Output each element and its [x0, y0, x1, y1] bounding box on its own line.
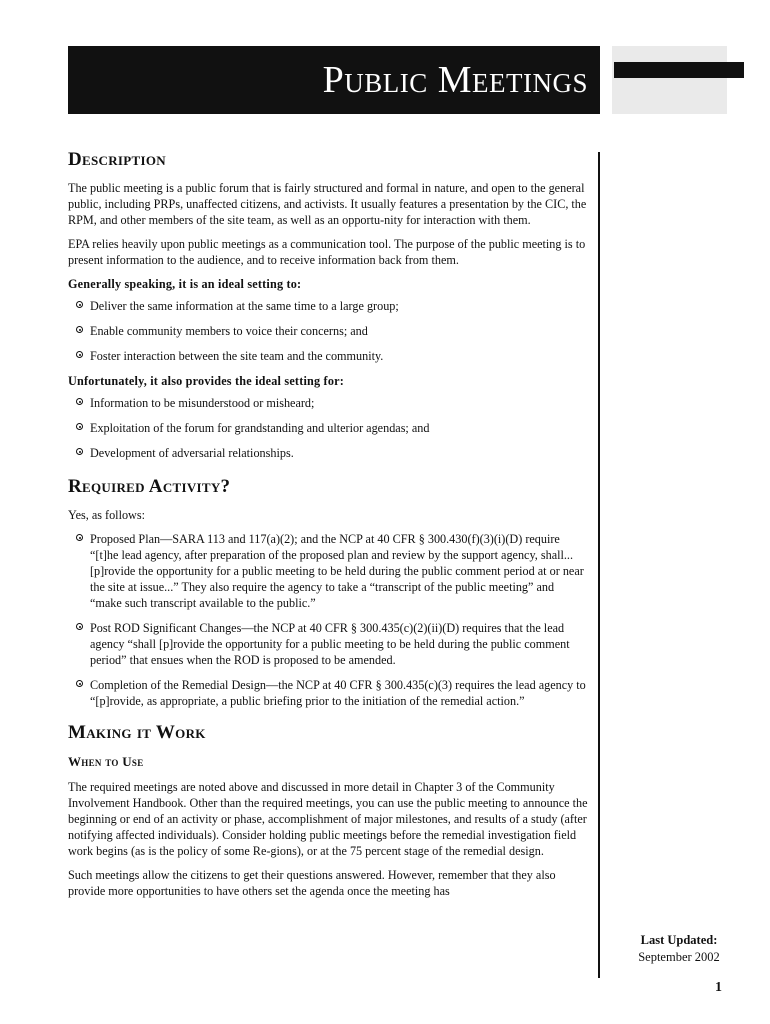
description-section: [68, 148, 588, 461]
bullet-icon: [76, 534, 83, 541]
list-item: [68, 395, 588, 411]
making-it-work-section: [68, 721, 588, 899]
bullet-icon: [76, 448, 83, 455]
bullet-icon: [76, 680, 83, 687]
required-activity-heading: Required Activity?: [68, 476, 231, 497]
bullet-icon: [76, 623, 83, 630]
list-item-text: Deliver the same information at the same time to a large group;: [90, 299, 399, 313]
when-to-use-heading: When to Use: [68, 754, 144, 769]
description-heading: Description: [68, 149, 166, 170]
list-item-text: Development of adversarial relationships.: [90, 446, 294, 460]
list-item: [68, 620, 588, 668]
ideal-setting-lead: Generally speaking, it is an ideal setting to:: [68, 277, 302, 291]
unfortunate-setting-list: [68, 395, 588, 461]
list-item-text: Information to be misunderstood or misheard;: [90, 396, 315, 410]
list-item: [68, 677, 588, 709]
description-paragraph: The public meeting is a public forum that is fairly structured and formal in nature, and open to the general public, including PRPs, unaffected citizens, and activists. It usually features a presentation by the CIC, the RPM, and other members of the site team, as well as an opportu-nity for interaction with them.: [68, 181, 587, 227]
list-item-text: Foster interaction between the site team and the community.: [90, 349, 384, 363]
chapter-tab-background: [612, 46, 727, 114]
list-item-text: Completion of the Remedial Design—the NCP at 40 CFR § 300.435(c)(3) requires the lead agency to “[p]rovide, as appropriate, a public briefing prior to the initiation of the remedial action.”: [90, 678, 586, 708]
list-item: [68, 445, 588, 461]
making-it-work-heading: Making it Work: [68, 722, 206, 743]
list-item: [68, 420, 588, 436]
bullet-icon: [76, 301, 83, 308]
list-item-text: Exploitation of the forum for grandstanding and ulterior agendas; and: [90, 421, 430, 435]
bullet-icon: [76, 423, 83, 430]
list-item: [68, 298, 588, 314]
description-paragraph: EPA relies heavily upon public meetings as a communication tool. The purpose of the public meeting is to present information to the audience, and to receive information back from them.: [68, 237, 586, 267]
required-activity-section: [68, 475, 588, 709]
page-number: 1: [715, 980, 722, 995]
last-updated-date: September 2002: [638, 950, 720, 964]
list-item-text: Enable community members to voice their concerns; and: [90, 324, 368, 338]
when-to-use-paragraph: Such meetings allow the citizens to get their questions answered. However, remember that they also provide more opportunities to have others set the agenda once the meeting has: [68, 868, 556, 898]
list-item-text: Post ROD Significant Changes—the NCP at 40 CFR § 300.435(c)(2)(ii)(D) requires that the lead agency “shall [p]rovide the opportunity for a public meeting to be held during the public comment period” that ensues when the ROD is proposed to be amended.: [90, 621, 570, 667]
ideal-setting-list: [68, 298, 588, 364]
last-updated-note: [612, 932, 746, 966]
page-title: Public Meetings: [322, 59, 588, 101]
list-item-text: Proposed Plan—SARA 113 and 117(a)(2); and the NCP at 40 CFR § 300.430(f)(3)(i)(D) require “[t]he lead agency, after preparation of the proposed plan and review by the support agency, shall...[p]rovide the opportunity for a public meeting to be held during the public comment period at or near the site at issue...” They also require the agency to take a “transcript of the public meeting” and “make such transcript available to the public.”: [90, 532, 584, 610]
when-to-use-paragraph: The required meetings are noted above and discussed in more detail in Chapter 3 of the Community Involvement Handbook. Other than the required meetings, you can use the public meeting to announce the beginning or end of an activity or phase, accomplishment of major milestones, and results of a study (after notifying affected individuals). Consider holding public meetings before the remedial investigation field work begins (as is the policy of some Re-gions), or at the 75 percent stage of the remedial design.: [68, 780, 588, 858]
bullet-icon: [76, 351, 83, 358]
unfortunate-setting-lead: Unfortunately, it also provides the ideal setting for:: [68, 374, 344, 388]
required-activity-list: [68, 531, 588, 709]
column-divider: [598, 152, 600, 978]
last-updated-label: Last Updated:: [640, 933, 718, 947]
bullet-icon: [76, 326, 83, 333]
main-content: [68, 148, 588, 907]
title-banner: [68, 46, 600, 114]
list-item: [68, 348, 588, 364]
list-item: [68, 323, 588, 339]
list-item: [68, 531, 588, 611]
bullet-icon: [76, 398, 83, 405]
required-activity-intro: Yes, as follows:: [68, 508, 145, 522]
chapter-tab-bar: [614, 62, 744, 78]
